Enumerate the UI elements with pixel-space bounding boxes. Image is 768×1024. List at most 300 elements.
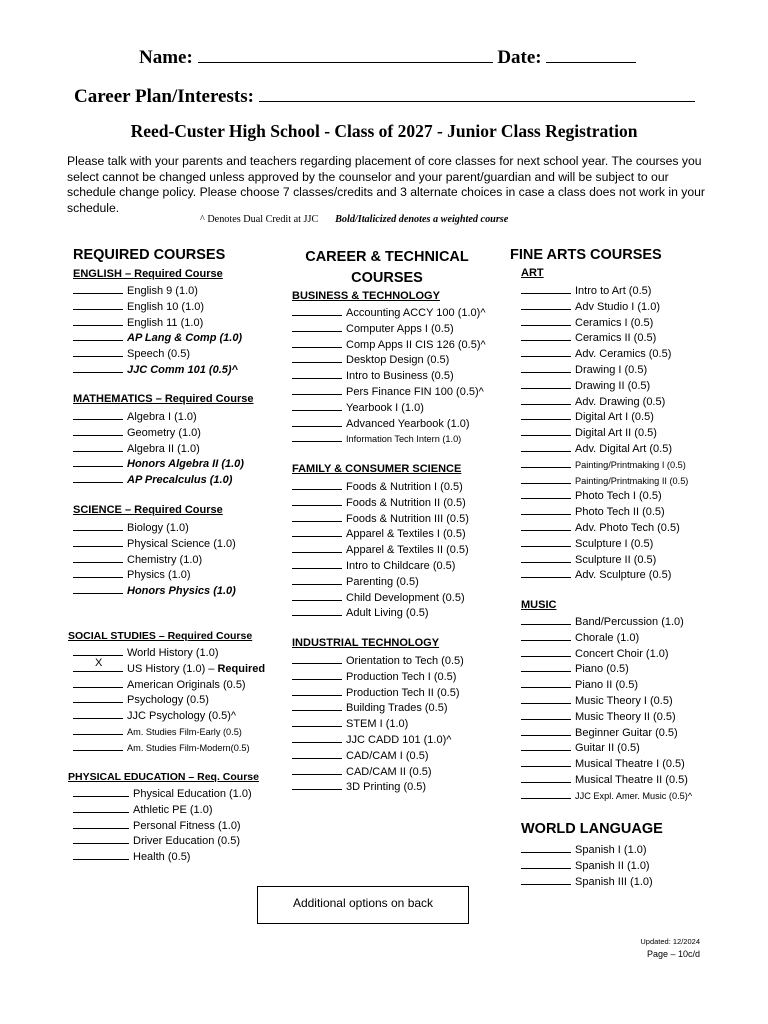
course-label: JJC Psychology (0.5)^ — [127, 710, 237, 723]
facs-heading: FAMILY & CONSUMER SCIENCE — [292, 463, 462, 475]
page-number: Page – 10c/d — [646, 949, 700, 959]
selection-blank[interactable] — [521, 456, 571, 468]
course-row — [292, 320, 486, 336]
course-row — [73, 739, 265, 755]
course-row — [521, 771, 692, 787]
course-row — [73, 345, 242, 361]
math-heading: MATHEMATICS – Required Course — [73, 393, 254, 405]
selection-blank[interactable] — [521, 692, 571, 704]
name-field[interactable] — [198, 47, 493, 63]
course-row — [292, 731, 464, 747]
course-row — [292, 430, 486, 446]
date-label: Date: — [497, 47, 542, 68]
selection-blank[interactable] — [521, 440, 571, 452]
course-row — [292, 684, 464, 700]
course-row — [73, 298, 242, 314]
career-field[interactable] — [259, 86, 695, 102]
course-label: Spanish II (1.0) — [575, 859, 650, 872]
weighted-course-note: Bold/Italicized denotes a weighted course — [335, 214, 509, 225]
course-row — [521, 787, 692, 803]
course-row — [521, 393, 688, 409]
pe-list — [73, 785, 252, 864]
selection-blank[interactable] — [73, 676, 123, 688]
intro-paragraph: Please talk with your parents and teachers regarding placement of core classes for next school year. The courses you select cannot be changed unless approved by the counselor and your parent/guardian and will be subject to our schedule change policy. Please choose 7 classes/credits and 3 alternate choices in case a class does not work in your schedule. — [67, 154, 705, 215]
world-language-list — [521, 841, 653, 888]
selection-blank[interactable] — [292, 478, 342, 490]
selection-blank[interactable] — [521, 282, 571, 294]
course-label: US History (1.0) – — [127, 662, 218, 675]
course-row — [73, 455, 244, 471]
course-row — [521, 613, 692, 629]
course-row — [521, 361, 688, 377]
course-label: Honors Algebra II (1.0) — [127, 458, 244, 471]
selection-blank[interactable] — [521, 739, 571, 751]
course-label: Beginner Guitar (0.5) — [575, 726, 678, 739]
selection-blank[interactable] — [292, 747, 342, 759]
course-label: Advanced Yearbook (1.0) — [346, 417, 470, 430]
required-tag: Required — [217, 662, 266, 675]
course-row — [292, 383, 486, 399]
selection-blank[interactable] — [292, 573, 342, 585]
selection-blank[interactable] — [73, 848, 129, 860]
course-label: CAD/CAM II (0.5) — [346, 765, 432, 778]
course-row — [521, 408, 688, 424]
selection-blank[interactable] — [521, 613, 571, 625]
course-label: World History (1.0) — [127, 647, 219, 659]
course-label: AP Precalculus (1.0) — [127, 474, 233, 487]
career-line — [74, 86, 695, 108]
course-label: Chorale (1.0) — [575, 631, 640, 644]
course-row — [73, 676, 265, 692]
social-studies-heading: SOCIAL STUDIES – Required Course — [68, 630, 253, 642]
course-label: Digital Art I (0.5) — [575, 411, 654, 424]
course-label: JJC CADD 101 (1.0)^ — [346, 733, 452, 746]
course-label: Foods & Nutrition III (0.5) — [346, 512, 469, 525]
course-label: Guitar II (0.5) — [575, 742, 640, 755]
course-row — [73, 801, 252, 817]
course-row — [521, 329, 688, 345]
course-row — [521, 724, 692, 740]
course-label: Am. Studies Film-Modern(0.5) — [127, 742, 250, 753]
name-label: Name: — [139, 47, 193, 68]
selection-blank[interactable] — [292, 304, 342, 316]
course-row — [73, 817, 252, 833]
art-list — [521, 282, 688, 582]
selection-blank[interactable] — [73, 785, 129, 797]
course-label: Adult Living (0.5) — [346, 607, 429, 620]
selection-blank[interactable] — [73, 408, 123, 420]
course-label: Child Development (0.5) — [346, 591, 465, 604]
name-line — [139, 47, 636, 69]
selection-blank[interactable] — [292, 668, 342, 680]
selection-blank[interactable] — [292, 541, 342, 553]
selection-mark: X — [95, 656, 103, 669]
selection-blank[interactable] — [292, 510, 342, 522]
selection-blank[interactable] — [73, 566, 123, 578]
selection-blank[interactable] — [73, 801, 129, 813]
course-label: Comp Apps II CIS 126 (0.5)^ — [346, 338, 486, 351]
course-row — [292, 541, 469, 557]
course-row — [73, 848, 252, 864]
course-row — [292, 399, 486, 415]
course-row — [73, 707, 265, 723]
selection-blank[interactable] — [521, 771, 571, 783]
selection-blank[interactable] — [73, 535, 123, 547]
selection-blank[interactable] — [73, 471, 123, 483]
selection-blank[interactable] — [292, 383, 342, 395]
course-label: 3D Printing (0.5) — [346, 781, 427, 794]
selection-blank[interactable] — [73, 832, 129, 844]
selection-blank[interactable] — [292, 336, 342, 348]
course-row — [292, 747, 464, 763]
additional-options-box: Additional options on back — [257, 886, 469, 924]
science-heading: SCIENCE – Required Course — [73, 504, 223, 516]
industrial-list — [292, 652, 464, 794]
date-field[interactable] — [546, 47, 636, 63]
course-row — [521, 857, 653, 873]
course-label: Foods & Nutrition II (0.5) — [346, 496, 466, 509]
course-row — [73, 723, 265, 739]
selection-blank[interactable] — [292, 399, 342, 411]
selection-blank[interactable] — [521, 361, 571, 373]
course-label: Photo Tech II (0.5) — [575, 506, 665, 519]
course-label: Physical Science (1.0) — [127, 537, 236, 550]
selection-blank[interactable] — [521, 424, 571, 436]
selection-blank[interactable] — [521, 724, 571, 736]
course-label: Sculpture I (0.5) — [575, 537, 654, 550]
course-row — [521, 629, 692, 645]
course-row — [292, 494, 469, 510]
course-label: Adv. Photo Tech (0.5) — [575, 521, 680, 534]
course-label: Adv. Drawing (0.5) — [575, 395, 666, 408]
selection-blank[interactable] — [292, 351, 342, 363]
selection-blank[interactable] — [292, 430, 342, 442]
course-label: English 11 (1.0) — [127, 316, 204, 329]
course-row — [521, 519, 688, 535]
course-label: Apparel & Textiles II (0.5) — [346, 544, 469, 557]
course-row — [292, 510, 469, 526]
course-row — [521, 708, 692, 724]
course-row — [292, 557, 469, 573]
course-row — [521, 345, 688, 361]
art-heading: ART — [521, 267, 544, 279]
course-row — [521, 424, 688, 440]
course-row — [521, 456, 688, 472]
selection-blank[interactable] — [73, 656, 123, 672]
required-courses-heading: REQUIRED COURSES — [73, 247, 226, 263]
course-label: Concert Choir (1.0) — [575, 647, 669, 660]
dual-credit-note: ^ Denotes Dual Credit at JJC — [200, 214, 319, 225]
selection-blank[interactable] — [292, 525, 342, 537]
selection-blank[interactable] — [73, 361, 123, 373]
course-row — [73, 656, 266, 676]
fine-arts-heading: FINE ARTS COURSES — [510, 247, 662, 263]
course-label: Physics (1.0) — [127, 569, 191, 582]
selection-blank[interactable] — [292, 715, 342, 727]
selection-blank[interactable] — [521, 755, 571, 767]
course-row — [73, 535, 236, 551]
course-label: Ceramics II (0.5) — [575, 332, 657, 345]
course-label: Computer Apps I (0.5) — [346, 322, 454, 335]
course-row — [292, 763, 464, 779]
selection-blank[interactable] — [521, 873, 571, 885]
selection-blank[interactable] — [521, 841, 571, 853]
selection-blank[interactable] — [73, 723, 123, 735]
selection-blank[interactable] — [73, 345, 123, 357]
course-label: Chemistry (1.0) — [127, 553, 203, 566]
course-label: Geometry (1.0) — [127, 426, 201, 439]
course-row — [521, 645, 692, 661]
course-row — [73, 329, 242, 345]
course-row — [73, 566, 236, 582]
cte-heading-line1: CAREER & TECHNICAL — [305, 249, 469, 265]
selection-blank[interactable] — [521, 566, 571, 578]
course-label: Athletic PE (1.0) — [133, 803, 213, 816]
selection-blank[interactable] — [521, 660, 571, 672]
selection-blank[interactable] — [73, 455, 123, 467]
selection-blank[interactable] — [292, 731, 342, 743]
course-row — [73, 361, 242, 377]
course-label: Adv. Sculpture (0.5) — [575, 569, 672, 582]
selection-blank[interactable] — [73, 582, 123, 594]
selection-blank[interactable] — [521, 487, 571, 499]
selection-blank[interactable] — [521, 708, 571, 720]
course-label: Production Tech I (0.5) — [346, 670, 457, 683]
course-row — [73, 314, 242, 330]
selection-blank[interactable] — [292, 604, 342, 616]
selection-blank[interactable] — [73, 298, 123, 310]
selection-blank[interactable] — [292, 652, 342, 664]
selection-blank[interactable] — [521, 408, 571, 420]
selection-blank[interactable] — [521, 787, 571, 799]
course-label: Physical Education (1.0) — [133, 788, 252, 800]
course-row — [521, 692, 692, 708]
course-row — [292, 415, 486, 431]
selection-blank[interactable] — [73, 707, 123, 719]
course-row — [521, 314, 688, 330]
selection-blank[interactable] — [292, 557, 342, 569]
course-label: Am. Studies Film-Early (0.5) — [127, 726, 242, 737]
course-row — [73, 582, 236, 598]
world-language-heading: WORLD LANGUAGE — [521, 821, 663, 837]
course-label: Drawing II (0.5) — [575, 379, 651, 392]
course-row — [292, 778, 464, 794]
course-label: Pers Finance FIN 100 (0.5)^ — [346, 385, 484, 398]
course-label: Orientation to Tech (0.5) — [346, 655, 464, 667]
selection-blank[interactable] — [521, 535, 571, 547]
course-label: Band/Percussion (1.0) — [575, 616, 684, 628]
selection-blank[interactable] — [73, 739, 123, 751]
selection-blank[interactable] — [521, 551, 571, 563]
course-row — [292, 478, 469, 494]
course-label: English 10 (1.0) — [127, 300, 205, 313]
course-row — [521, 440, 688, 456]
selection-blank[interactable] — [292, 415, 342, 427]
course-label: Algebra II (1.0) — [127, 442, 200, 455]
course-row — [292, 351, 486, 367]
selection-blank[interactable] — [521, 393, 571, 405]
course-label: Spanish III (1.0) — [575, 875, 653, 888]
selection-blank[interactable] — [292, 763, 342, 775]
course-row — [521, 660, 692, 676]
selection-blank[interactable] — [521, 329, 571, 341]
english-heading: ENGLISH – Required Course — [73, 268, 223, 280]
course-label: Production Tech II (0.5) — [346, 686, 460, 699]
course-label: Painting/Printmaking I (0.5) — [575, 459, 686, 470]
course-label: Intro to Childcare (0.5) — [346, 559, 456, 572]
course-label: Psychology (0.5) — [127, 694, 209, 707]
course-row — [73, 408, 244, 424]
course-label: Speech (0.5) — [127, 348, 190, 361]
industrial-heading: INDUSTRIAL TECHNOLOGY — [292, 637, 440, 649]
course-label: Sculpture II (0.5) — [575, 553, 657, 566]
course-row — [73, 551, 236, 567]
science-list — [73, 519, 236, 598]
course-row — [292, 699, 464, 715]
course-row — [521, 503, 688, 519]
course-label: Drawing I (0.5) — [575, 363, 648, 376]
selection-blank[interactable] — [73, 551, 123, 563]
course-row — [292, 304, 486, 320]
course-label: Adv. Ceramics (0.5) — [575, 348, 672, 361]
course-row — [73, 785, 252, 801]
course-row — [521, 377, 688, 393]
selection-blank[interactable] — [521, 519, 571, 531]
selection-blank[interactable] — [521, 645, 571, 657]
cte-heading — [292, 247, 482, 289]
course-label: Ceramics I (0.5) — [575, 316, 654, 329]
course-row — [521, 472, 688, 488]
selection-blank[interactable] — [73, 691, 123, 703]
business-heading: BUSINESS & TECHNOLOGY — [292, 290, 440, 302]
course-row — [73, 282, 242, 298]
course-label: Spanish I (1.0) — [575, 844, 647, 856]
course-row — [73, 424, 244, 440]
selection-blank[interactable] — [73, 314, 123, 326]
course-row — [521, 841, 653, 857]
selection-blank[interactable] — [292, 494, 342, 506]
course-label: Musical Theatre II (0.5) — [575, 773, 688, 786]
legend-notes — [200, 214, 508, 225]
course-row — [292, 525, 469, 541]
social-studies-list — [73, 644, 265, 755]
course-row — [73, 832, 252, 848]
course-label: Biology (1.0) — [127, 522, 189, 534]
course-row — [73, 471, 244, 487]
selection-blank[interactable] — [521, 503, 571, 515]
updated-date: Updated: 12/2024 — [640, 937, 700, 946]
selection-blank[interactable] — [521, 472, 571, 484]
course-label: Building Trades (0.5) — [346, 702, 448, 715]
course-label: Piano (0.5) — [575, 663, 629, 676]
course-label: STEM I (1.0) — [346, 718, 409, 731]
pe-heading: PHYSICAL EDUCATION – Req. Course — [68, 771, 259, 783]
selection-blank[interactable] — [73, 329, 123, 341]
course-label: Foods & Nutrition I (0.5) — [346, 481, 463, 493]
selection-blank[interactable] — [521, 377, 571, 389]
selection-blank[interactable] — [521, 676, 571, 688]
selection-blank[interactable] — [521, 298, 571, 310]
course-label: Adv. Digital Art (0.5) — [575, 442, 672, 455]
course-label: Desktop Design (0.5) — [346, 354, 450, 367]
business-list — [292, 304, 486, 446]
course-row — [521, 535, 688, 551]
course-label: Music Theory I (0.5) — [575, 694, 673, 707]
course-row — [521, 282, 688, 298]
course-label: AP Lang & Comp (1.0) — [127, 332, 243, 345]
course-label: Algebra I (1.0) — [127, 411, 197, 423]
selection-blank[interactable] — [292, 778, 342, 790]
course-label: Apparel & Textiles I (0.5) — [346, 528, 466, 541]
selection-blank[interactable] — [292, 699, 342, 711]
course-label: Health (0.5) — [133, 851, 191, 864]
course-row — [73, 519, 236, 535]
course-label: Intro to Art (0.5) — [575, 285, 652, 297]
course-row — [292, 604, 469, 620]
course-label: Personal Fitness (1.0) — [133, 819, 241, 832]
course-row — [292, 589, 469, 605]
course-label: Adv Studio I (1.0) — [575, 300, 660, 313]
course-label: English 9 (1.0) — [127, 285, 198, 297]
music-heading: MUSIC — [521, 599, 557, 611]
course-row — [521, 487, 688, 503]
selection-blank[interactable] — [73, 424, 123, 436]
math-list — [73, 408, 244, 487]
selection-blank[interactable] — [73, 644, 123, 656]
course-row — [292, 668, 464, 684]
selection-blank[interactable] — [521, 314, 571, 326]
selection-blank[interactable] — [292, 320, 342, 332]
course-row — [73, 691, 265, 707]
selection-blank[interactable] — [292, 684, 342, 696]
selection-blank[interactable] — [73, 519, 123, 531]
course-label: Music Theory II (0.5) — [575, 710, 676, 723]
selection-blank[interactable] — [292, 367, 342, 379]
course-row — [521, 566, 688, 582]
course-label: Honors Physics (1.0) — [127, 585, 236, 598]
course-row — [521, 873, 653, 889]
course-row — [521, 755, 692, 771]
course-label: CAD/CAM I (0.5) — [346, 749, 429, 762]
course-row — [292, 573, 469, 589]
course-label: Digital Art II (0.5) — [575, 427, 657, 440]
music-list — [521, 613, 692, 803]
selection-blank[interactable] — [521, 629, 571, 641]
course-label: Driver Education (0.5) — [133, 835, 240, 848]
selection-blank[interactable] — [73, 817, 129, 829]
selection-blank[interactable] — [73, 282, 123, 294]
course-label: Accounting ACCY 100 (1.0)^ — [346, 307, 486, 319]
course-row — [292, 367, 486, 383]
selection-blank[interactable] — [521, 345, 571, 357]
course-label: Painting/Printmaking II (0.5) — [575, 475, 689, 486]
career-label: Career Plan/Interests: — [74, 86, 254, 107]
course-label: Intro to Business (0.5) — [346, 370, 454, 383]
course-label: American Originals (0.5) — [127, 678, 246, 691]
selection-blank[interactable] — [292, 589, 342, 601]
course-label: JJC Comm 101 (0.5)^ — [127, 363, 238, 376]
course-label: Parenting (0.5) — [346, 575, 419, 588]
page-title: Reed-Custer High School - Class of 2027 - Junior Class Registration — [130, 121, 638, 141]
course-row — [292, 652, 464, 668]
course-label: Musical Theatre I (0.5) — [575, 758, 685, 771]
course-row — [292, 715, 464, 731]
selection-blank[interactable] — [521, 857, 571, 869]
facs-list — [292, 478, 469, 620]
selection-blank[interactable] — [73, 440, 123, 452]
course-row — [521, 298, 688, 314]
course-row — [292, 336, 486, 352]
